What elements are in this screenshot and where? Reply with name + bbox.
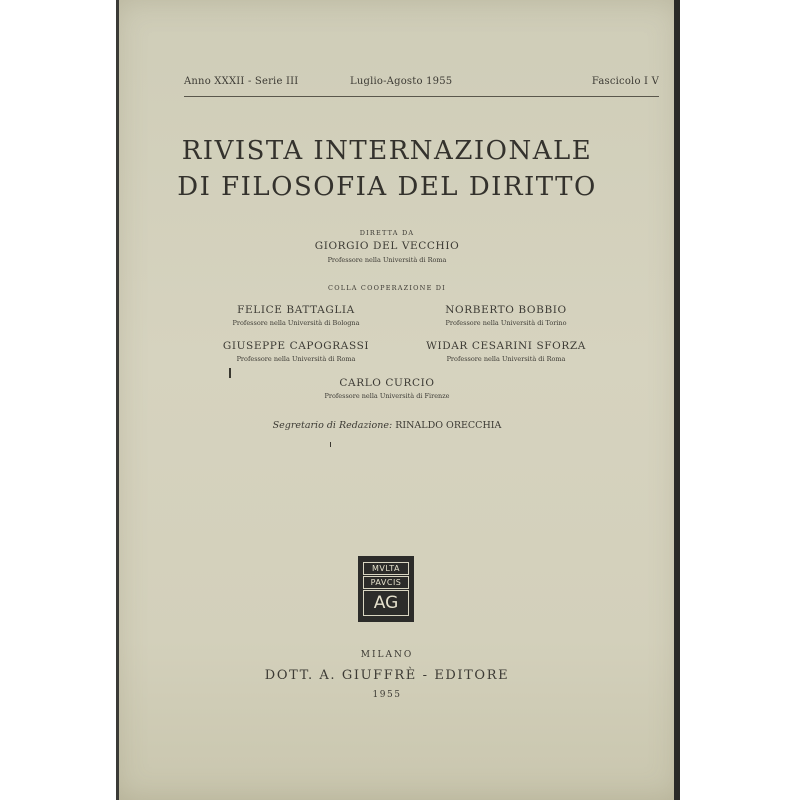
collaborator-affiliation: Professore nella Università di Bologna [232, 319, 360, 327]
collaborator-affiliation: Professore nella Università di Torino [445, 319, 567, 327]
journal-title-line2: DI FILOSOFIA DEL DIRITTO [177, 172, 597, 202]
editorial-secretary [116, 420, 658, 431]
secretary-label: Segretario di Redazione: [272, 420, 393, 431]
director-affiliation: Professore nella Università di Roma [327, 256, 447, 264]
publisher-logo [358, 556, 414, 622]
collaborator-name: NORBERTO BOBBIO [445, 304, 567, 316]
imprint-year: 1955 [372, 690, 402, 700]
collaborator-name: CARLO CURCIO [339, 377, 435, 389]
collaborator-affiliation: Professore nella Università di Firenze [324, 392, 450, 400]
imprint-publisher: DOTT. A. GIUFFRÈ - EDITORE [264, 668, 510, 683]
issue-header [184, 76, 659, 92]
journal-title-line1: RIVISTA INTERNAZIONALE [181, 136, 593, 166]
collaborator-affiliation: Professore nella Università di Roma [446, 355, 566, 363]
secretary-name: RINALDO ORECCHIA [395, 420, 502, 431]
collaborator-name: GIUSEPPE CAPOGRASSI [222, 340, 370, 352]
series-label: Anno XXXII - Serie III [184, 76, 299, 87]
imprint-city: MILANO [360, 650, 414, 660]
date-label: Luglio-Agosto 1955 [350, 76, 453, 87]
ink-mark [229, 368, 231, 378]
logo-initials: AG [363, 590, 409, 616]
issue-label: Fascicolo I V [591, 76, 659, 87]
collaborator-name: FELICE BATTAGLIA [237, 304, 355, 316]
directed-by-label: DIRETTA DA [359, 229, 415, 237]
logo-motto-line1: MVLTA [363, 562, 409, 575]
cooperation-label: COLLA COOPERAZIONE DI [328, 284, 446, 292]
collaborator-affiliation: Professore nella Università di Roma [236, 355, 356, 363]
director-name: GIORGIO DEL VECCHIO [314, 240, 460, 252]
collaborator-name: WIDAR CESARINI SFORZA [426, 340, 586, 352]
journal-cover [116, 0, 680, 800]
logo-motto-line2: PAVCIS [363, 576, 409, 589]
ink-mark [330, 442, 331, 447]
header-rule [184, 96, 659, 97]
